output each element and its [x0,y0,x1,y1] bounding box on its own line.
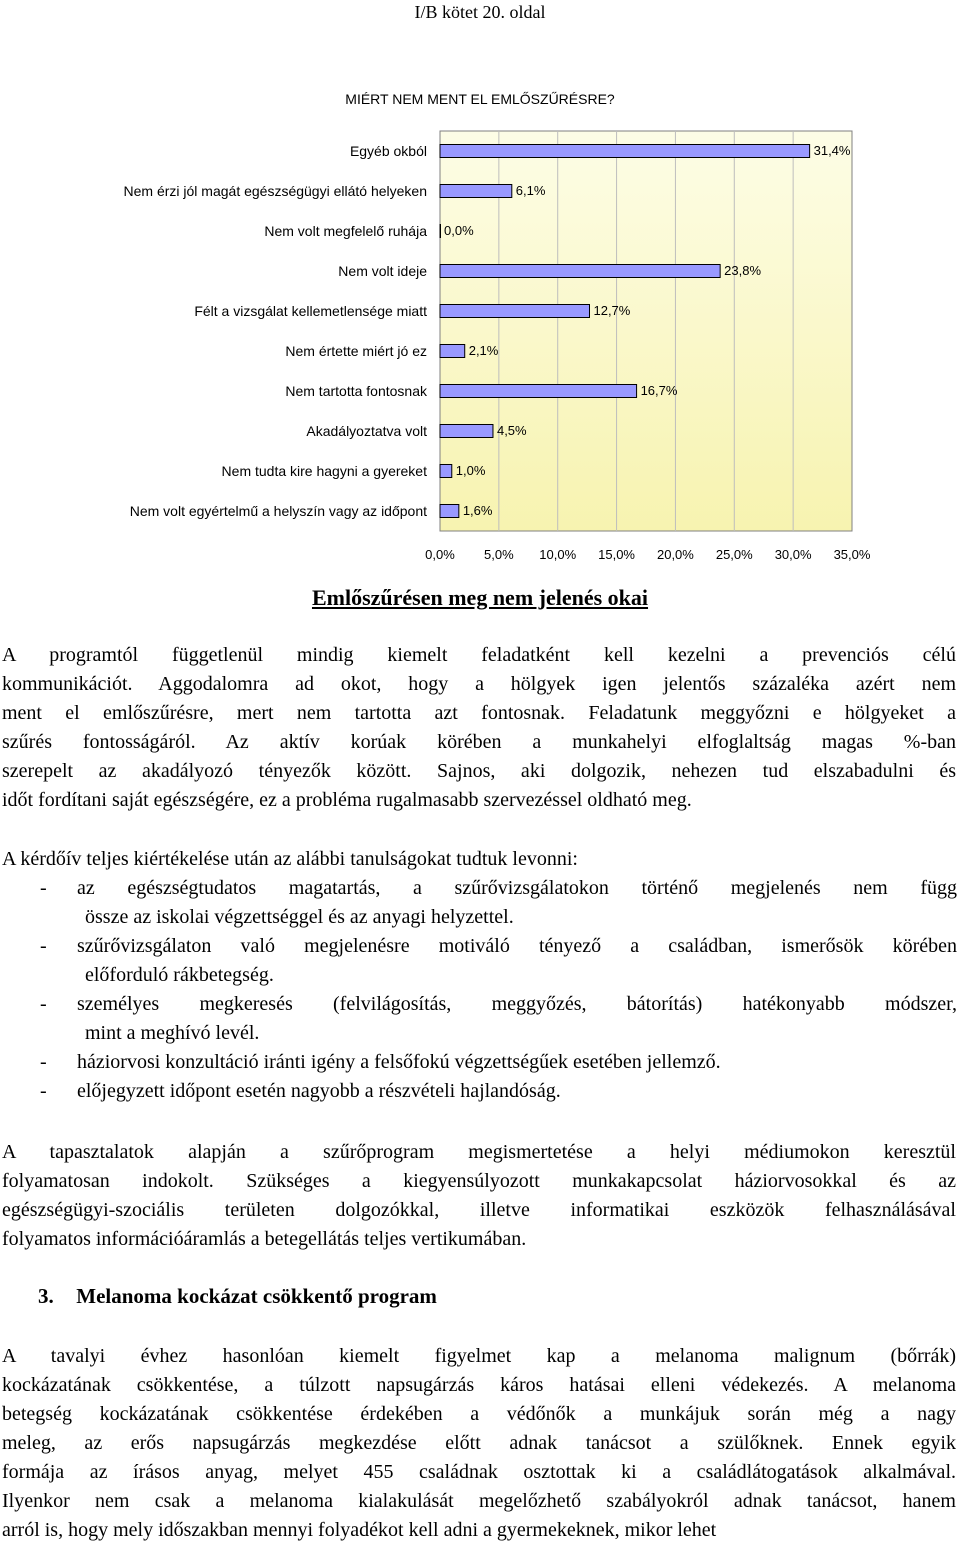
para4-line: formája az írásos anyag, melyet 455 családnak osztottak ki a családlátogatások alkalmával. [2,1461,956,1483]
list-item-text: személyes megkeresés (felvilágosítás, meggyőzés, bátorítás) hatékonyabb módszer, [77,993,957,1015]
para3-line: folyamatos információáramlás a betegellátás teljes vertikumában. [2,1228,527,1250]
category-label: Akadályoztatva volt [306,423,427,439]
para1-line: ment el emlőszűrésre, mert nem tartotta azt fontosnak. Feladatunk meggyőzni e hölgyeket a [2,702,956,724]
bar [440,345,465,358]
x-tick-label: 0,0% [425,547,455,562]
para3-line: egészségügyi-szociális területen dolgozókkal, illetve informatikai eszközök felhasználásával [2,1199,956,1221]
list-item-text: mint a meghívó levél. [85,1022,260,1044]
para4-line: Ilyenkor nem csak a melanoma kialakulását megelőzhető szabályokról adnak tanácsot, hanem [2,1490,956,1512]
chart-caption: Emlőszűrésen meg nem jelenés okai [311,585,649,610]
bar [440,225,441,238]
bar [440,425,493,438]
bar [440,145,810,158]
para4-line: arról is, hogy mely időszakban mennyi folyadékot kell adni a gyermekeknek, mikor lehet [2,1519,717,1541]
section-heading [38,1284,437,1309]
para4-line: A tavalyi évhez hasonlóan kiemelt figyelmet kap a melanoma malignum (bőrrák) [2,1345,956,1367]
bar-value-label: 12,7% [593,303,631,318]
bar-value-label: 6,1% [515,183,546,198]
category-label: Nem érzi jól magát egészségügyi ellátó helyeken [123,183,427,199]
para3-line: folyamatosan indokolt. Szükséges a kiegyensúlyozott munkakapcsolat háziorvosokkal és az [2,1170,956,1192]
x-tick-label: 30,0% [774,547,812,562]
paragraph-3 [2,1138,956,1254]
list-item-text: előforduló rákbetegség. [85,964,274,986]
x-tick-label: 10,0% [539,547,577,562]
bar [440,305,589,318]
x-tick-label: 20,0% [656,547,694,562]
category-label: Nem tudta kire hagyni a gyereket [221,463,427,479]
bar-chart [0,120,960,575]
section-title: Melanoma kockázat csökkentő program [76,1284,437,1308]
page-header: I/B kötet 20. oldal [414,2,546,22]
category-label: Egyéb okból [349,143,427,159]
bar-value-label: 23,8% [724,263,762,278]
list-dash: - [40,1080,47,1102]
bar-value-label: 16,7% [640,383,678,398]
list-item-text: előjegyzett időpont esetén nagyobb a részvételi hajlandóság. [77,1080,561,1102]
chart-title: MIÉRT NEM MENT EL EMLŐSZŰRÉSRE? [345,91,615,107]
bar [440,385,637,398]
list-dash: - [40,1051,47,1073]
para3-line: A tapasztalatok alapján a szűrőprogram megismertetése a helyi médiumokon keresztül [2,1141,956,1163]
para1-line: kommunikációt. Aggodalomra ad okot, hogy a hölgyek igen jelentős százaléka azért nem [2,673,956,695]
list-dash: - [40,993,47,1015]
list-item-text: szűrővizsgálaton való megjelenésre motiváló tényező a családban, ismerősök körében [77,935,957,957]
bar-value-label: 31,4% [813,143,851,158]
paragraph-4 [2,1342,956,1545]
category-label: Nem volt egyértelmű a helyszín vagy az időpont [129,503,427,519]
paragraph-2-intro-text: A kérdőív teljes kiértékelése után az alábbi tanulságokat tudtuk levonni: [2,848,578,870]
list-item-text: össze az iskolai végzettséggel és az anyagi helyzettel. [85,906,514,928]
bar-value-label: 2,1% [468,343,499,358]
bar-value-label: 1,0% [455,463,486,478]
x-tick-label: 15,0% [598,547,636,562]
para1-line: szerepelt az akadályozó tényezők között. Sajnos, aki dolgozik, nehezen tud elszabadulni és [2,760,956,782]
bar [440,505,459,518]
para1-line: szűrés fontosságáról. Az aktív korúak körében a munkahelyi elfoglaltság magas %-ban [2,731,956,753]
para1-line: A programtól függetlenül mindig kiemelt feladatként kell kezelni a prevenciós célú [2,644,956,666]
x-tick-label: 5,0% [484,547,514,562]
para1-line: időt fordítani saját egészségére, ez a probléma rugalmasabb szervezéssel oldható meg. [2,789,692,811]
paragraph-2-intro [2,845,956,874]
category-label: Nem értette miért jó ez [285,343,427,359]
para4-line: meleg, az erős napsugárzás megkezdése előtt adnak tanácsot a szülőknek. Ennek egyik [2,1432,956,1454]
category-label: Nem volt megfelelő ruhája [264,223,427,239]
list-item-text: háziorvosi konzultáció iránti igény a felsőfokú végzettségűek esetében jellemző. [77,1051,721,1073]
section-number: 3. [38,1284,54,1308]
list-dash: - [40,935,47,957]
bar-value-label: 1,6% [462,503,493,518]
bar [440,265,720,278]
paragraph-1 [2,641,956,815]
bar-value-label: 4,5% [496,423,527,438]
para4-line: betegség kockázatának csökkentése érdekében a védőnők a munkájuk során még a nagy [2,1403,956,1425]
x-tick-label: 35,0% [833,547,871,562]
x-tick-label: 25,0% [715,547,753,562]
category-label: Nem volt ideje [338,263,427,279]
list-item-text: az egészségtudatos magatartás, a szűrővizsgálatokon történő megjelenés nem függ [77,877,957,899]
para4-line: kockázatának csökkentése, a túlzott napsugárzás káros hatásai elleni védekezés. A melanoma [2,1374,956,1396]
list-dash: - [40,877,47,899]
bar-value-label: 0,0% [444,223,474,238]
bar [440,465,452,478]
bar [440,185,512,198]
category-label: Nem tartotta fontosnak [285,383,427,399]
category-label: Félt a vizsgálat kellemetlensége miatt [194,303,427,319]
